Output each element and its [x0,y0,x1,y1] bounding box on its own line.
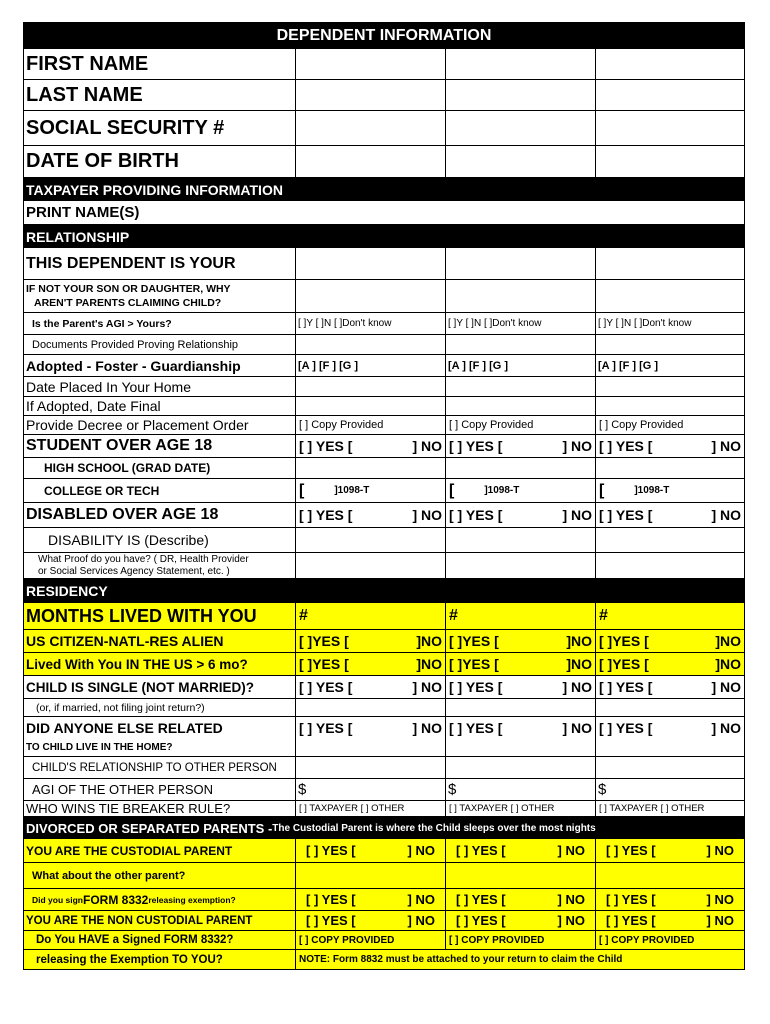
first-name-label: FIRST NAME [23,49,296,79]
no-option[interactable]: ] NO [557,892,585,907]
disabled-yes-no-1[interactable] [296,503,446,527]
date-placed-label: Date Placed In Your Home [23,377,296,396]
no-option[interactable]: ]NO [566,656,592,672]
did-sign-text-a: Did you sign [32,894,83,905]
divorced-band-note: The Custodial Parent is where the Child sleeps over the most nights [272,822,596,834]
form-title: DEPENDENT INFORMATION [23,22,745,49]
non-custodial-yes-no-2[interactable] [446,911,596,930]
custodial-row [23,839,745,863]
other-parent-field-1[interactable] [296,863,446,888]
adopted-options-1[interactable]: [A ] [F ] [G ] [296,355,446,376]
agi-other-field-2[interactable]: $ [446,779,596,800]
yes-option[interactable]: [ ] YES [ [299,438,353,454]
date-final-field-2[interactable] [446,397,596,415]
did-sign-label [23,889,296,910]
high-school-field-2[interactable] [446,458,596,478]
no-option[interactable]: ] NO [407,843,435,858]
divorced-band [23,817,745,839]
disability-is-row [23,528,745,553]
custodial-label: YOU ARE THE CUSTODIAL PARENT [23,839,296,862]
high-school-label: HIGH SCHOOL (GRAD DATE) [23,458,296,478]
single-yes-no-2[interactable] [446,676,596,698]
date-placed-field-3[interactable] [596,377,745,396]
parent-agi-options-1[interactable]: [ ]Y [ ]N [ ]Don't know [296,313,446,334]
disability-is-label: DISABILITY IS (Describe) [23,528,296,552]
lived-us-label: Lived With You IN THE US > 6 mo? [23,653,296,675]
did-sign-form: FORM 8332 [83,892,149,907]
last-name-row [23,80,745,111]
agi-other-row [23,779,745,801]
yes-option[interactable]: [ ] YES [ [606,913,656,928]
anyone-else-label [23,717,296,756]
months-lived-row [23,603,745,630]
docs-provided-row [23,335,745,355]
non-custodial-yes-no-1[interactable] [296,911,446,930]
yes-option[interactable]: [ ]YES [ [299,656,349,672]
disabled-label: DISABLED OVER AGE 18 [23,503,296,527]
date-placed-row [23,377,745,397]
print-names-field[interactable] [23,201,745,225]
this-dependent-row [23,248,745,280]
single-row [23,676,745,699]
date-placed-field-2[interactable] [446,377,596,396]
tie-breaker-options-3[interactable]: [ ] TAXPAYER [ ] OTHER [596,801,745,816]
why-not-line-2: AREN'T PARENTS CLAIMING CHILD? [34,297,222,309]
docs-provided-field-1[interactable] [296,335,446,354]
student-yes-no-1[interactable] [296,435,446,457]
yes-option[interactable]: [ ] YES [ [449,679,503,695]
non-custodial-label: YOU ARE THE NON CUSTODIAL PARENT [23,911,296,930]
yes-option[interactable]: [ ] YES [ [306,892,356,907]
yes-option[interactable]: [ ] YES [ [606,843,656,858]
anyone-else-row [23,717,745,757]
parent-agi-row [23,313,745,335]
adopted-options-2[interactable]: [A ] [F ] [G ] [446,355,596,376]
copy-provided-1[interactable]: [ ] COPY PROVIDED [296,931,446,949]
why-not-field-3[interactable] [596,280,745,312]
anyone-else-yes-no-1[interactable] [296,717,446,756]
anyone-else-line-2: TO CHILD LIVE IN THE HOME? [26,742,173,753]
single-yes-no-1[interactable] [296,676,446,698]
no-option[interactable]: ]NO [715,656,741,672]
no-option[interactable]: ] NO [562,679,592,695]
yes-option[interactable]: [ ] YES [ [449,507,503,523]
last-name-label: LAST NAME [23,80,296,110]
ssn-row [23,111,745,146]
this-dependent-label: THIS DEPENDENT IS YOUR [23,248,296,279]
no-option[interactable]: ] NO [711,720,741,736]
dob-row [23,146,745,178]
tie-breaker-options-2[interactable]: [ ] TAXPAYER [ ] OTHER [446,801,596,816]
yes-option[interactable]: [ ] YES [ [449,438,503,454]
disability-is-field-2[interactable] [446,528,596,552]
yes-option[interactable]: [ ] YES [ [306,843,356,858]
childs-relationship-label: CHILD'S RELATIONSHIP TO OTHER PERSON [23,757,296,778]
parent-agi-options-3[interactable]: [ ]Y [ ]N [ ]Don't know [596,313,745,334]
date-final-field-3[interactable] [596,397,745,415]
custodial-yes-no-2[interactable] [446,839,596,862]
did-sign-yes-no-2[interactable] [446,889,596,910]
docs-provided-label: Documents Provided Proving Relationship [23,335,296,354]
ssn-field-1[interactable] [296,111,446,145]
last-name-field-2[interactable] [446,80,596,110]
first-name-field-3[interactable] [596,49,745,79]
docs-provided-field-2[interactable] [446,335,596,354]
tie-breaker-label: WHO WINS TIE BREAKER RULE? [23,801,296,816]
agi-other-label: AGI OF THE OTHER PERSON [23,779,296,800]
other-parent-field-2[interactable] [446,863,596,888]
docs-provided-field-3[interactable] [596,335,745,354]
other-parent-row [23,863,745,889]
parent-agi-options-2[interactable]: [ ]Y [ ]N [ ]Don't know [446,313,596,334]
yes-option[interactable]: [ ]YES [ [449,656,499,672]
this-dependent-field-3[interactable] [596,248,745,279]
releasing-row [23,950,745,970]
childs-relationship-field-2[interactable] [446,757,596,778]
agi-other-field-1[interactable]: $ [296,779,446,800]
no-option[interactable]: ] NO [711,507,741,523]
high-school-field-3[interactable] [596,458,745,478]
first-name-field-1[interactable] [296,49,446,79]
no-option[interactable]: ] NO [706,892,734,907]
last-name-field-3[interactable] [596,80,745,110]
disability-is-field-3[interactable] [596,528,745,552]
no-option[interactable]: ] NO [557,843,585,858]
other-parent-label: What about the other parent? [23,863,296,888]
ssn-field-2[interactable] [446,111,596,145]
yes-option[interactable]: [ ]YES [ [599,633,649,649]
yes-option[interactable]: [ ] YES [ [456,843,506,858]
college-label: COLLEGE OR TECH [23,479,296,502]
custodial-yes-no-3[interactable] [596,839,745,862]
yes-option[interactable]: [ ] YES [ [456,892,506,907]
form-1098-3[interactable]: [ ]1098-T [596,479,745,502]
ssn-field-3[interactable] [596,111,745,145]
yes-option[interactable]: [ ] YES [ [599,720,653,736]
married-note-row [23,699,745,717]
proof-field-3[interactable] [596,553,745,578]
non-custodial-row [23,911,745,931]
yes-option[interactable]: [ ] YES [ [606,892,656,907]
have-8332-label: Do You HAVE a Signed FORM 8332? [23,931,296,949]
months-lived-field-1[interactable]: # [296,603,446,629]
married-note-label: (or, if married, not filing joint return?) [23,699,296,716]
childs-relationship-field-1[interactable] [296,757,446,778]
citizen-yes-no-2[interactable] [446,630,596,652]
student-yes-no-2[interactable] [446,435,596,457]
yes-option[interactable]: [ ]YES [ [299,633,349,649]
yes-option[interactable]: [ ] YES [ [449,720,503,736]
adopted-label: Adopted - Foster - Guardianship [23,355,296,376]
single-yes-no-3[interactable] [596,676,745,698]
no-option[interactable]: ] NO [557,913,585,928]
disabled-row [23,503,745,528]
lived-us-yes-no-2[interactable] [446,653,596,675]
single-label: CHILD IS SINGLE (NOT MARRIED)? [23,676,296,698]
no-option[interactable]: ] NO [412,679,442,695]
date-final-label: If Adopted, Date Final [23,397,296,415]
yes-option[interactable]: [ ]YES [ [449,633,499,649]
yes-option[interactable]: [ ] YES [ [599,679,653,695]
decree-row [23,416,745,435]
yes-option[interactable]: [ ] YES [ [306,913,356,928]
proof-line-2: or Social Services Agency Statement, etc. ) [38,565,230,577]
have-8332-row [23,931,745,950]
custodial-yes-no-1[interactable] [296,839,446,862]
this-dependent-field-2[interactable] [446,248,596,279]
did-sign-row [23,889,745,911]
adopted-options-3[interactable]: [A ] [F ] [G ] [596,355,745,376]
citizen-label: US CITIZEN-NATL-RES ALIEN [23,630,296,652]
non-custodial-yes-no-3[interactable] [596,911,745,930]
decree-copy-2[interactable]: [ ] Copy Provided [446,416,596,434]
tie-breaker-options-1[interactable]: [ ] TAXPAYER [ ] OTHER [296,801,446,816]
last-name-field-1[interactable] [296,80,446,110]
no-option[interactable]: ] NO [412,438,442,454]
citizen-yes-no-3[interactable] [596,630,745,652]
no-option[interactable]: ] NO [407,892,435,907]
this-dependent-field-1[interactable] [296,248,446,279]
childs-relationship-field-3[interactable] [596,757,745,778]
decree-copy-1[interactable]: [ ] Copy Provided [296,416,446,434]
decree-copy-3[interactable]: [ ] Copy Provided [596,416,745,434]
disabled-yes-no-3[interactable] [596,503,745,527]
dependent-information-form [23,22,745,970]
why-not-row [23,280,745,313]
childs-relationship-row [23,757,745,779]
married-note-field-3[interactable] [596,699,745,716]
did-sign-text-b: releasing exemption? [148,894,236,905]
disabled-yes-no-2[interactable] [446,503,596,527]
yes-option[interactable]: [ ] YES [ [299,720,353,736]
citizen-row [23,630,745,653]
proof-field-1[interactable] [296,553,446,578]
lived-us-row [23,653,745,676]
dob-field-3[interactable] [596,146,745,177]
lived-us-yes-no-3[interactable] [596,653,745,675]
first-name-field-2[interactable] [446,49,596,79]
dob-field-1[interactable] [296,146,446,177]
months-lived-field-2[interactable]: # [446,603,596,629]
no-option[interactable]: ] NO [562,438,592,454]
form-1098-2[interactable]: [ ]1098-T [446,479,596,502]
copy-provided-3[interactable]: [ ] COPY PROVIDED [596,931,745,949]
no-option[interactable]: ] NO [562,507,592,523]
dob-label: DATE OF BIRTH [23,146,296,177]
anyone-else-yes-no-2[interactable] [446,717,596,756]
months-lived-label: MONTHS LIVED WITH YOU [23,603,296,629]
no-option[interactable]: ] NO [412,507,442,523]
copy-provided-2[interactable]: [ ] COPY PROVIDED [446,931,596,949]
yes-option[interactable]: [ ] YES [ [299,679,353,695]
agi-other-field-3[interactable]: $ [596,779,745,800]
citizen-yes-no-1[interactable] [296,630,446,652]
married-note-field-2[interactable] [446,699,596,716]
did-sign-yes-no-1[interactable] [296,889,446,910]
why-not-field-1[interactable] [296,280,446,312]
anyone-else-line-1: DID ANYONE ELSE RELATED [26,720,223,736]
date-final-field-1[interactable] [296,397,446,415]
why-not-field-2[interactable] [446,280,596,312]
other-parent-field-3[interactable] [596,863,745,888]
months-lived-field-3[interactable]: # [596,603,745,629]
why-not-label [23,280,296,312]
parent-agi-label: Is the Parent's AGI > Yours? [23,313,296,334]
dob-field-2[interactable] [446,146,596,177]
relationship-band: RELATIONSHIP [23,225,745,248]
did-sign-yes-no-3[interactable] [596,889,745,910]
yes-option[interactable]: [ ] YES [ [299,507,353,523]
no-option[interactable]: ]NO [715,633,741,649]
divorced-band-title: DIVORCED OR SEPARATED PARENTS - [26,820,273,836]
no-option[interactable]: ]NO [566,633,592,649]
proof-line-1: What Proof do you have? ( DR, Health Provider [38,553,249,565]
print-names-label: PRINT NAME(S) [26,204,140,221]
no-option[interactable]: ] NO [412,720,442,736]
yes-option[interactable]: [ ] YES [ [456,913,506,928]
why-not-line-1: IF NOT YOUR SON OR DAUGHTER, WHY [26,283,231,295]
proof-field-2[interactable] [446,553,596,578]
high-school-row [23,458,745,479]
student-yes-no-3[interactable] [596,435,745,457]
high-school-field-1[interactable] [296,458,446,478]
tie-breaker-row [23,801,745,817]
note-8832: NOTE: Form 8832 must be attached to your return to claim the Child [296,950,745,969]
no-option[interactable]: ]NO [416,656,442,672]
yes-option[interactable]: [ ] YES [ [599,507,653,523]
date-placed-field-1[interactable] [296,377,446,396]
no-option[interactable]: ] NO [706,843,734,858]
college-row [23,479,745,503]
student-row [23,435,745,458]
adopted-row [23,355,745,377]
proof-row [23,553,745,579]
lived-us-yes-no-1[interactable] [296,653,446,675]
no-option[interactable]: ] NO [711,438,741,454]
no-option[interactable]: ] NO [407,913,435,928]
decree-label: Provide Decree or Placement Order [23,416,296,434]
date-final-row [23,397,745,416]
no-option[interactable]: ] NO [711,679,741,695]
no-option[interactable]: ] NO [706,913,734,928]
ssn-label: SOCIAL SECURITY # [23,111,296,145]
anyone-else-yes-no-3[interactable] [596,717,745,756]
student-label: STUDENT OVER AGE 18 [23,435,296,457]
form-1098-1[interactable]: [ ]1098-T [296,479,446,502]
releasing-label: releasing the Exemption TO YOU? [23,950,296,969]
proof-label [23,553,296,578]
married-note-field-1[interactable] [296,699,446,716]
disability-is-field-1[interactable] [296,528,446,552]
no-option[interactable]: ]NO [416,633,442,649]
yes-option[interactable]: [ ]YES [ [599,656,649,672]
first-name-row [23,49,745,80]
residency-band: RESIDENCY [23,579,745,603]
yes-option[interactable]: [ ] YES [ [599,438,653,454]
taxpayer-band: TAXPAYER PROVIDING INFORMATION [23,178,745,201]
no-option[interactable]: ] NO [562,720,592,736]
